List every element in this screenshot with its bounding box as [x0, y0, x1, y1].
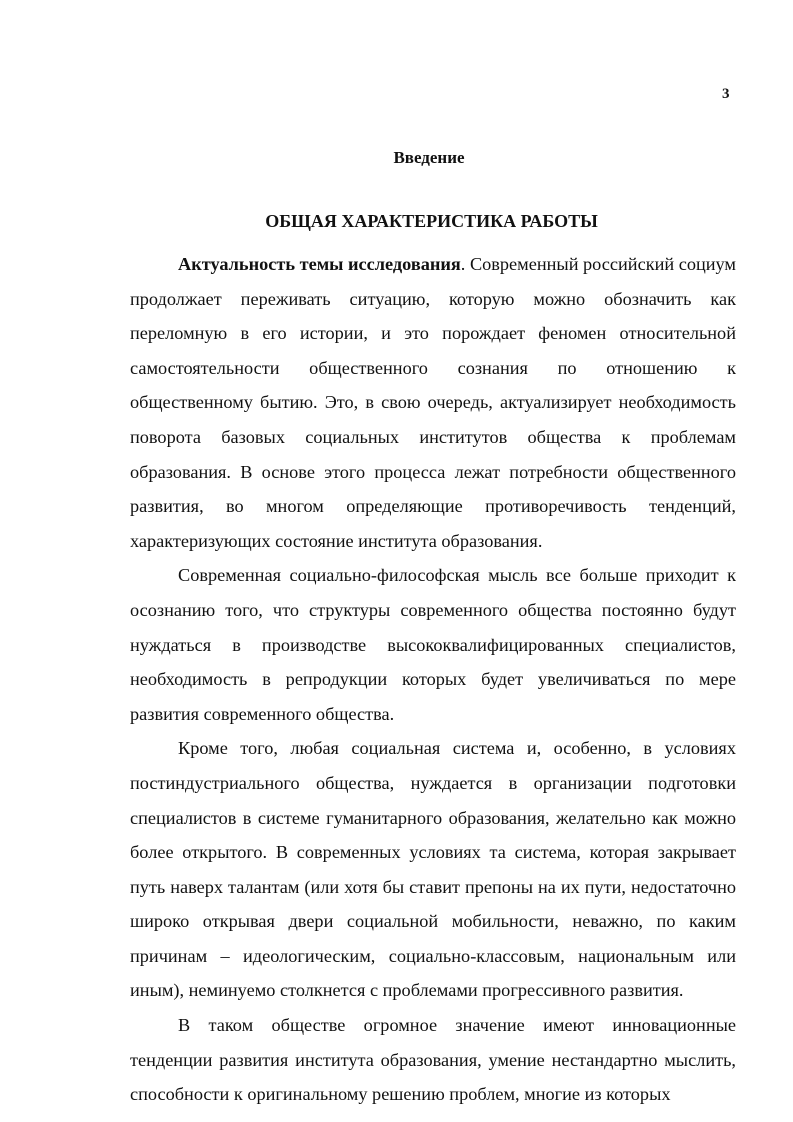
body-text — [130, 247, 736, 1112]
paragraph-label-relevance: Актуальность темы исследования — [178, 254, 461, 274]
paragraph-relevance — [130, 247, 736, 558]
paragraph: В таком обществе огромное значение имеют инновационные тенденции развития института образования, умение нестандартно мыслить, способности к оригинальному решению проблем, многие из которых — [130, 1015, 736, 1105]
paragraph: Современная социально-философская мысль все больше приходит к осознанию того, что структуры современного общества постоянно будут нуждаться в производстве высококвалифицированных специалистов, необходимость в репродукции которых будет увеличиваться по мере развития современного общества. — [130, 565, 736, 724]
paragraph-text: . Современный российский социум продолжает переживать ситуацию, которую можно обозначить как переломную в его истории, и это порождает феномен относительной самостоятельности общественного сознания по отношению к общественному бытию. Это, в свою очередь, актуализирует необходимость поворота базовых социальных институтов общества к проблемам образования. В основе этого процесса лежат потребности общественного развития, во многом определяющие противоречивость тенденций, характеризующих состояние института образования. — [130, 254, 736, 551]
paragraph: Кроме того, любая социальная система и, особенно, в условиях постиндустриального общества, нуждается в организации подготовки специалистов в системе гуманитарного образования, желательно как можно более открытого. В современных условиях та система, которая закрывает путь наверх талантам (или хотя бы ставит препоны на их пути, недостаточно широко открывая двери социальной мобильности, неважно, по каким причинам – идеологическим, социально-классовым, национальным или иным), неминуемо столкнется с проблемами прогрессивного развития. — [130, 738, 736, 1001]
page-number: 3 — [722, 86, 730, 102]
section-heading-intro: Введение — [393, 148, 465, 167]
section-heading-general: ОБЩАЯ ХАРАКТЕРИСТИКА РАБОТЫ — [265, 211, 598, 231]
